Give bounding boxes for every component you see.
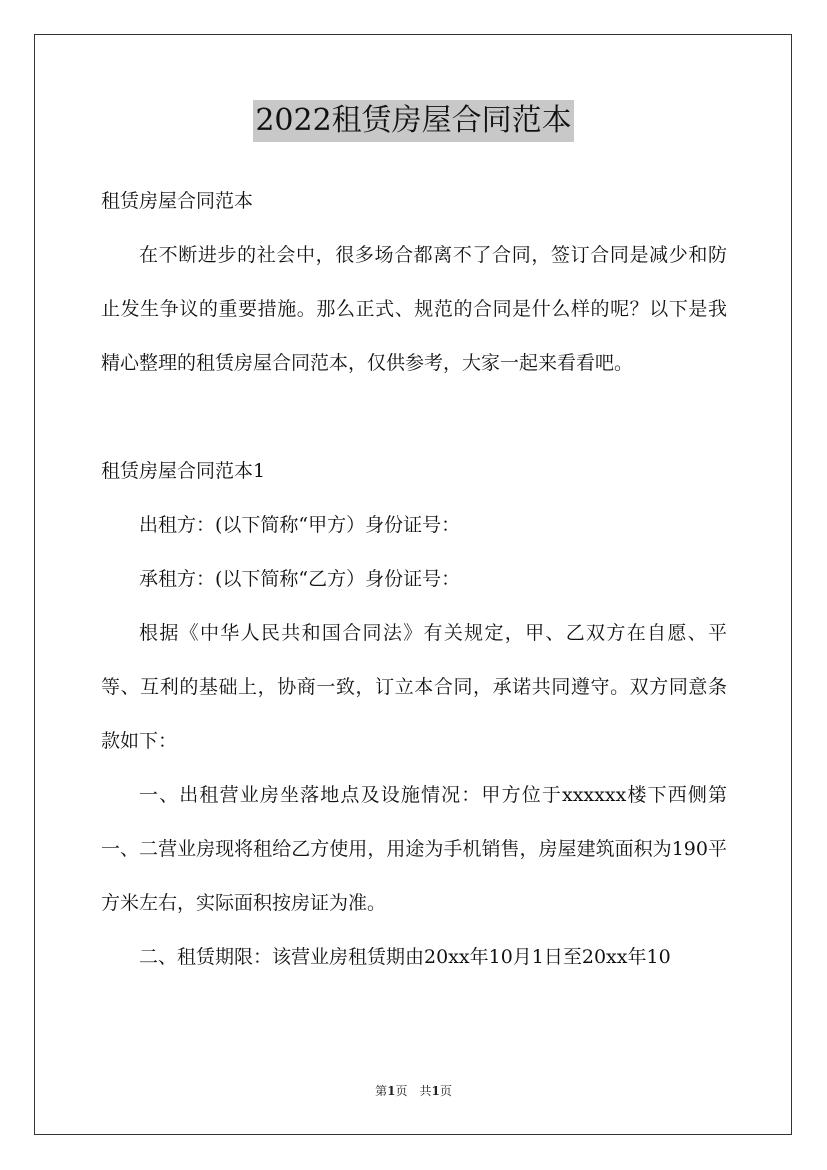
section-heading: 租赁房屋合同范本 (101, 190, 254, 212)
clause-one-paragraph: 一、出租营业房坐落地点及设施情况：甲方位于xxxxxx楼下西侧第一、二营业房现将租给乙方使用，用途为手机销售，房屋建筑面积为190平方米左右，实际面积按房证为准。 (101, 784, 727, 914)
footer-total-pages: 1 (431, 1084, 440, 1098)
title-container (0, 100, 827, 142)
footer-total-prefix: 共 (419, 1084, 432, 1098)
contract-heading: 租赁房屋合同范本1 (101, 460, 266, 482)
footer-page-suffix: 页 (395, 1084, 408, 1098)
spacer (101, 390, 727, 444)
footer-total-suffix: 页 (439, 1084, 452, 1098)
document-title: 2022租赁房屋合同范本 (253, 100, 573, 142)
footer-page-current: 1 (387, 1084, 396, 1098)
document-body (101, 174, 727, 984)
lessee-line: 承租方：(以下简称“乙方）身份证号： (139, 568, 461, 590)
page-footer (0, 1083, 827, 1099)
footer-page-prefix: 第 (375, 1084, 388, 1098)
intro-paragraph: 在不断进步的社会中，很多场合都离不了合同，签订合同是减少和防止发生争议的重要措施。那么正式、规范的合同是什么样的呢？以下是我精心整理的租赁房屋合同范本，仅供参考，大家一起来看看吧。 (101, 244, 727, 374)
lessor-line: 出租方：(以下简称“甲方）身份证号： (139, 514, 461, 536)
legal-basis-paragraph: 根据《中华人民共和国合同法》有关规定，甲、乙双方在自愿、平等、互利的基础上，协商一致，订立本合同，承诺共同遵守。双方同意条款如下： (101, 622, 727, 752)
clause-two-paragraph: 二、租赁期限：该营业房租赁期由20xx年10月1日至20xx年10 (139, 946, 671, 968)
